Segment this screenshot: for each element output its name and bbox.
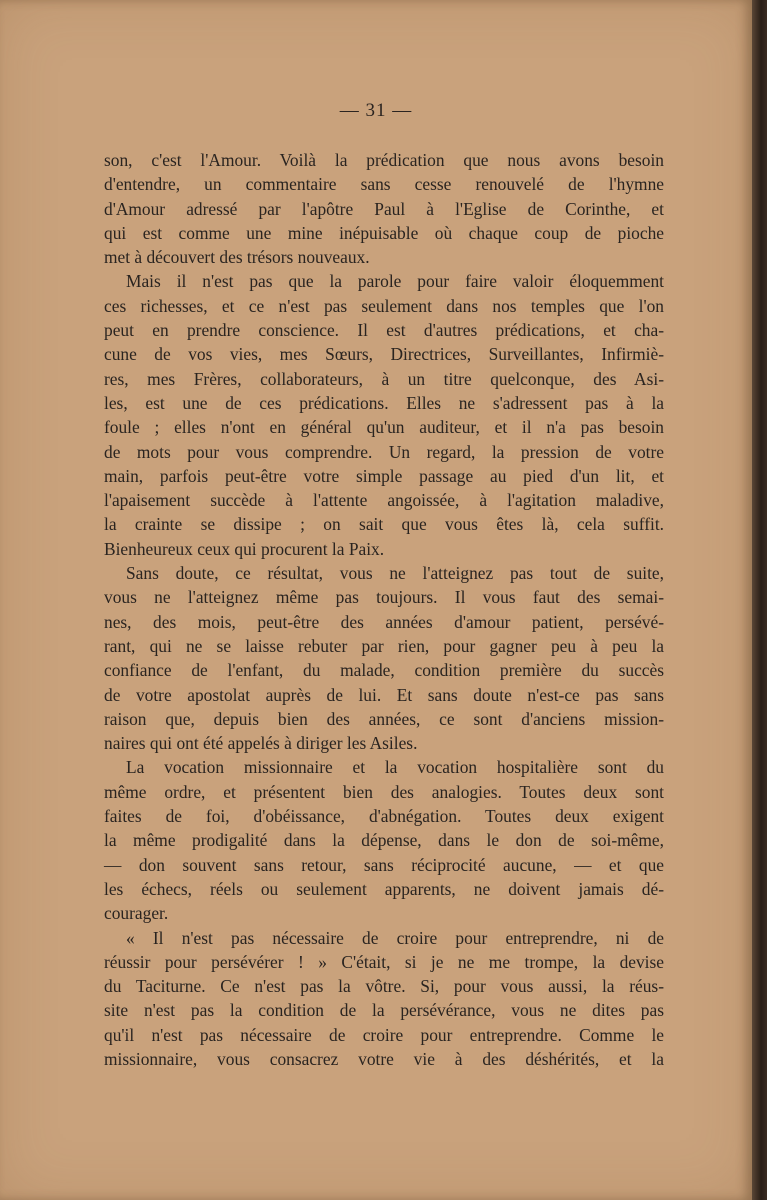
text-line: qu'il n'est pas nécessaire de croire pour entreprendre. Comme le [104, 1024, 664, 1045]
text-line: foule ; elles n'ont en général qu'un auditeur, et il n'a pas besoin [104, 417, 664, 438]
text-line: site n'est pas la condition de la persévérance, vous ne dites pas [104, 1000, 664, 1021]
text-line: son, c'est l'Amour. Voilà la prédication que nous avons besoin [104, 150, 664, 170]
text-line: d'Amour adressé par l'apôtre Paul à l'Eglise de Corinthe, et [104, 198, 664, 219]
text-line: réussir pour persévérer ! » C'était, si je ne me trompe, la devise [104, 951, 664, 972]
text-line: qui est comme une mine inépuisable où chaque coup de pioche [104, 222, 664, 243]
text-line: faites de foi, d'obéissance, d'abnégation. Toutes deux exigent [104, 806, 664, 827]
text-line: naires qui ont été appelés à diriger les Asiles. [104, 733, 418, 754]
text-line: Mais il n'est pas que la parole pour faire valoir éloquemment [126, 271, 664, 292]
text-line: confiance de l'enfant, du malade, condition première du succès [104, 660, 664, 681]
text-line: — don souvent sans retour, sans réciprocité aucune, — et que [104, 854, 664, 875]
book-binding-edge [752, 0, 767, 1200]
text-line: du Taciturne. Ce n'est pas la vôtre. Si, pour vous aussi, la réus- [104, 976, 664, 997]
text-line: peut en prendre conscience. Il est d'autres prédications, et cha- [104, 320, 664, 341]
page-number: — 31 — [339, 100, 413, 121]
text-line: cune de vos vies, mes Sœurs, Directrices, Surveillantes, Infirmiè- [104, 344, 664, 365]
text-line: l'apaisement succède à l'attente angoissée, à l'agitation maladive, [104, 490, 664, 511]
text-line: les échecs, réels ou seulement apparents, ne doivent jamais dé- [104, 878, 664, 899]
text-line: raison que, depuis bien des années, ce sont d'anciens mission- [104, 708, 664, 729]
text-line: rant, qui ne se laisse rebuter par rien, pour gagner peu à peu la [104, 635, 664, 656]
text-line: main, parfois peut-être votre simple passage au pied d'un lit, et [104, 465, 664, 486]
text-line: missionnaire, vous consacrez votre vie à des déshérités, et la [104, 1048, 664, 1069]
text-line: met à découvert des trésors nouveaux. [104, 247, 370, 268]
text-line: Bienheureux ceux qui procurent la Paix. [104, 538, 385, 559]
text-line: même ordre, et présentent bien des analogies. Toutes deux sont [104, 781, 664, 802]
text-line: de votre apostolat auprès de lui. Et sans doute n'est-ce pas sans [104, 684, 664, 705]
text-line: vous ne l'atteignez même pas toujours. Il vous faut des semai- [104, 587, 664, 608]
text-line: res, mes Frères, collaborateurs, à un titre quelconque, des Asi- [104, 368, 664, 389]
text-line: Sans doute, ce résultat, vous ne l'atteignez pas tout de suite, [126, 563, 664, 584]
text-line: nes, des mois, peut-être des années d'amour patient, persévé- [104, 611, 664, 632]
text-line: d'entendre, un commentaire sans cesse renouvelé de l'hymne [104, 174, 664, 195]
text-line: la même prodigalité dans la dépense, dans le don de soi-même, [104, 830, 664, 851]
text-line: de mots pour vous comprendre. Un regard, la pression de votre [104, 441, 664, 462]
text-line: les, est une de ces prédications. Elles ne s'adressent pas à la [104, 392, 664, 413]
body-text [104, 148, 664, 1071]
text-line: courager. [104, 903, 169, 924]
text-line: « Il n'est pas nécessaire de croire pour entreprendre, ni de [126, 927, 664, 948]
text-line: la crainte se dissipe ; on sait que vous êtes là, cela suffit. [104, 514, 664, 535]
text-line: La vocation missionnaire et la vocation hospitalière sont du [126, 757, 664, 778]
text-line: ces richesses, et ce n'est pas seulement dans nos temples que l'on [104, 295, 664, 316]
